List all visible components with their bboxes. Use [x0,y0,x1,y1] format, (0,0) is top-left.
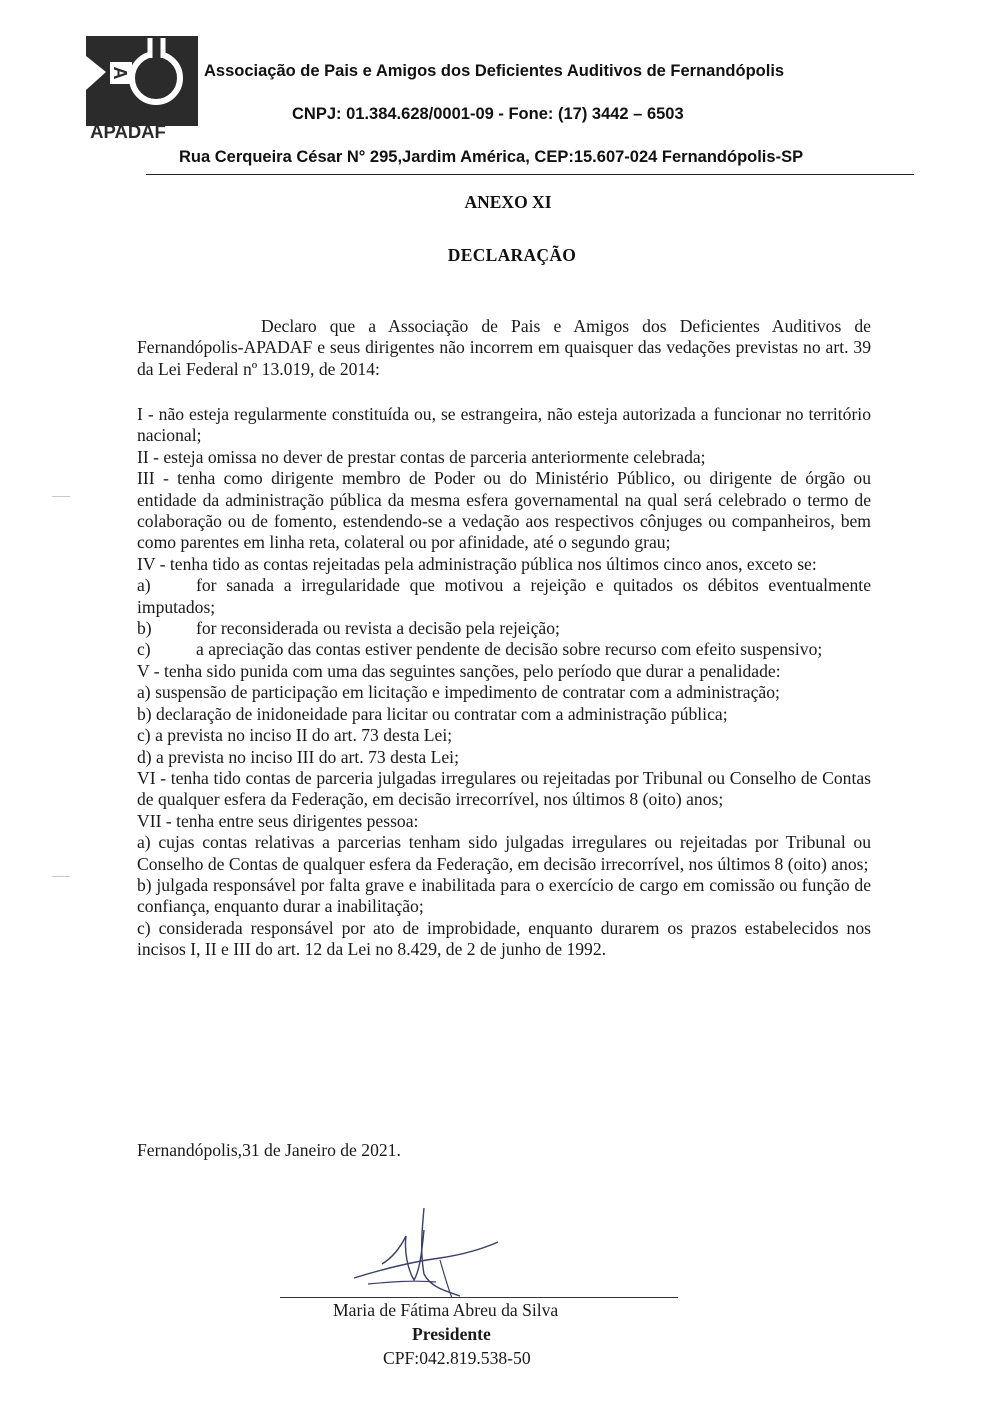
clause [137,661,871,682]
document-date: Fernandópolis,31 de Janeiro de 2021. [137,1140,401,1160]
clause-text: for reconsiderada ou revista a decisão pela rejeição; [196,618,560,639]
clause [137,747,871,768]
sub-clause [137,618,871,639]
sub-clause [137,575,871,618]
clause-text: d) a prevista no inciso III do art. 73 desta Lei; [137,746,459,767]
sub-clause [137,639,871,660]
clause [137,682,871,703]
handwritten-signature [340,1200,520,1310]
clause [137,811,871,832]
header-divider [146,174,914,175]
clause-text: IV - tenha tido as contas rejeitadas pela administração pública nos últimos cinco anos, exceto se: [137,553,817,574]
clause [137,832,871,875]
logo-text: APADAF [90,121,166,142]
organization-cnpj-phone: CNPJ: 01.384.628/0001-09 - Fone: (17) 3442 – 6503 [292,105,684,123]
annex-title: ANEXO XI [464,192,552,212]
clause [137,404,871,447]
clause-text: c) a prevista no inciso II do art. 73 desta Lei; [137,725,453,746]
scan-mark [52,496,70,497]
clause [137,768,871,811]
clause [137,447,871,468]
clause-text: a apreciação das contas estiver pendente de decisão sobre recurso com efeito suspensivo; [196,639,823,660]
clause-text: I - não esteja regularmente constituída ou, se estrangeira, não esteja autorizada a funcionar no território nacional; [137,404,871,446]
signature-line [280,1297,678,1298]
clause-text: V - tenha sido punida com uma das seguintes sanções, pelo período que durar a penalidade: [137,660,781,681]
clause [137,875,871,918]
declaration-intro: Declaro que a Associação de Pais e Amigos dos Deficientes Auditivos de Fernandópolis-APADAF e seus dirigentes não incorrem em quaisquer das vedações previstas no art. 39 da Lei Federal nº 13.019, de 2014: [137,316,871,379]
clause-text: a) suspensão de participação em licitação e impedimento de contratar com a administração; [137,682,780,703]
clause-text: III - tenha como dirigente membro de Poder ou do Ministério Público, ou dirigente de órgão ou entidade da administração pública da mesma esfera governamental na qual será celebrado o termo de colaboração ou de fomento, estendendo-se a vedação aos respectivos cônjuges ou companheiros, bem como parentes em linha reta, colateral ou por afinidade, até o segundo grau; [137,468,871,553]
clause-text: VII - tenha entre seus dirigentes pessoa: [137,810,419,831]
document-title: DECLARAÇÃO [447,245,577,265]
clause-text: II - esteja omissa no dever de prestar contas de parceria anteriormente celebrada; [137,446,706,467]
signer-role: Presidente [412,1324,491,1344]
clause [137,704,871,725]
clause-label: c) [137,639,151,660]
clause [137,725,871,746]
clause-text: b) declaração de inidoneidade para licitar ou contratar com a administração pública; [137,703,728,724]
signer-cpf: CPF:042.819.538-50 [383,1348,531,1368]
logo-glyph: A [110,66,130,80]
organization-address: Rua Cerqueira César N° 295,Jardim América, CEP:15.607-024 Fernandópolis-SP [179,148,804,166]
clause-text: a) cujas contas relativas a parcerias tenham sido julgadas irregulares ou rejeitadas por Tribunal ou Conselho de Contas de qualquer esfera da Federação, em decisão irrecorrível, nos últimos 8 (oito) anos; [137,832,871,874]
clause [137,554,871,575]
clause-label: b) [137,618,152,639]
signer-name: Maria de Fátima Abreu da Silva [333,1300,559,1320]
clause-list [137,404,871,961]
apadaf-logo [80,32,204,142]
clause-text: b) julgada responsável por falta grave e inabilitada para o exercício de cargo em comissão ou função de confiança, enquanto durar a inabilitação; [137,874,871,917]
clause [137,918,871,961]
clause-text: VI - tenha tido contas de parceria julgadas irregulares ou rejeitadas por Tribunal ou Conselho de Contas de qualquer esfera da Federação, em decisão irrecorrível, nos últimos 8 (oito) anos; [137,767,871,810]
clause-text: c) considerada responsável por ato de improbidade, enquanto durarem os prazos estabelecidos nos incisos I, II e III do art. 12 da Lei no 8.429, de 2 de junho de 1992. [137,917,871,960]
clause [137,468,871,554]
scan-mark [52,876,70,877]
clause-label: a) [137,575,151,596]
organization-name: Associação de Pais e Amigos dos Deficientes Auditivos de Fernandópolis [204,62,785,80]
clause-text: for sanada a irregularidade que motivou a rejeição e quitados os débitos eventualmente imputados; [137,575,871,617]
